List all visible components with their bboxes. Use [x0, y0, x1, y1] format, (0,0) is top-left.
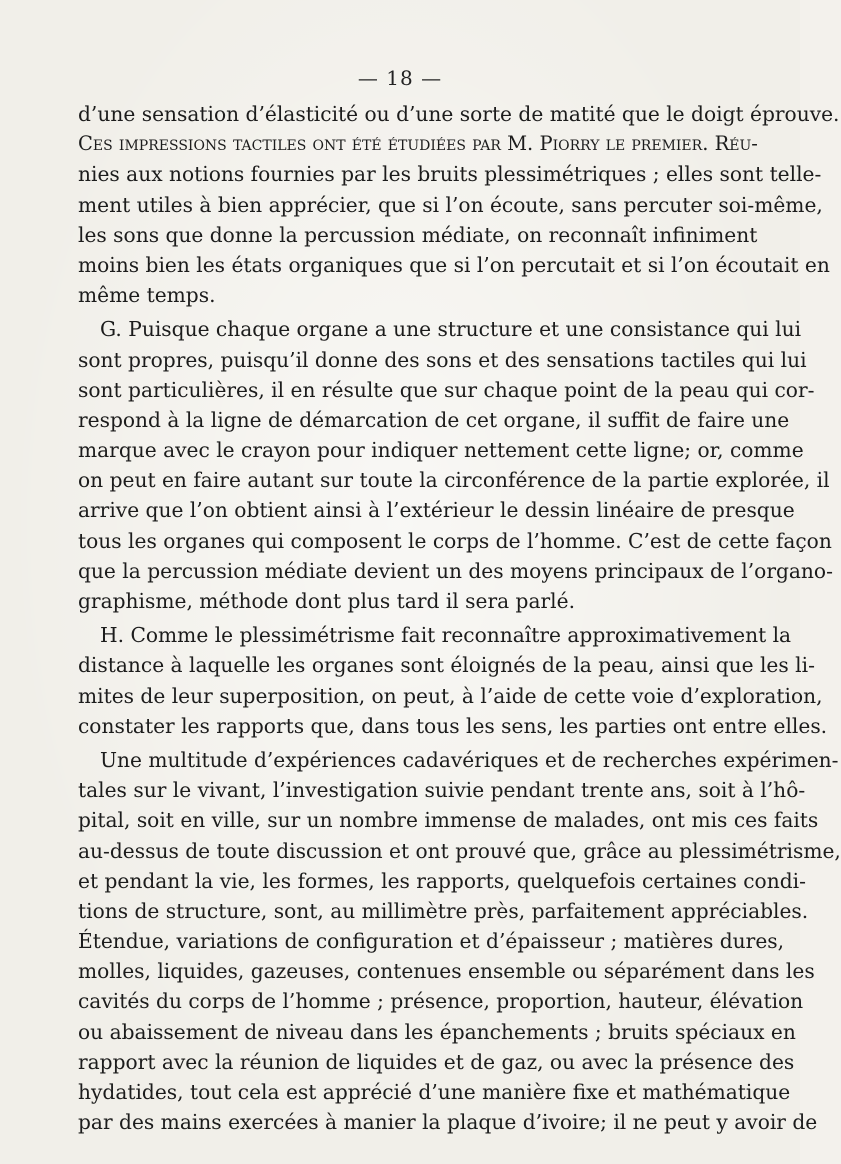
- text-line: graphisme, méthode dont plus tard il sera parlé.: [78, 589, 575, 613]
- page-number: — 18 —: [357, 66, 443, 90]
- text-line: par des mains exercées à manier la plaque d’ivoire; il ne peut y avoir de: [78, 1110, 818, 1135]
- text-line: G. Puisque chaque organe a une structure et une consistance qui lui: [100, 317, 802, 342]
- text-line: mites de leur superposition, on peut, à l’aide de cette voie d’exploration,: [78, 683, 823, 708]
- text-line: hydatides, tout cela est apprécié d’une manière fixe et mathématique: [78, 1080, 791, 1104]
- text-line: tales sur le vivant, l’investigation suivie pendant trente ans, soit à l’hô-: [78, 778, 806, 803]
- text-line: sont particulières, il en résulte que sur chaque point de la peau qui cor-: [78, 377, 815, 402]
- text-line: que la percussion médiate devient un des moyens principaux de l’organo-: [78, 558, 833, 583]
- body-text: [78, 99, 841, 1137]
- text-line: molles, liquides, gazeuses, contenues ensemble ou séparément dans les: [78, 959, 815, 984]
- text-line: tous les organes qui composent le corps de l’homme. C’est de cette façon: [78, 528, 832, 553]
- text-line: et pendant la vie, les formes, les rapports, quelquefois certaines condi-: [78, 868, 806, 893]
- text-line: respond à la ligne de démarcation de cet organe, il suffit de faire une: [78, 407, 790, 432]
- text-line: Une multitude d’expériences cadavériques et de recherches expérimen-: [100, 747, 839, 772]
- text-line: tions de structure, sont, au millimètre près, parfaitement appréciables.: [78, 898, 809, 923]
- text-line: même temps.: [78, 283, 216, 308]
- text-line: marque avec le crayon pour indiquer nettement cette ligne; or, comme: [78, 438, 804, 463]
- text-line: les sons que donne la percussion médiate, on reconnaît infiniment: [78, 222, 758, 247]
- text-line: d’une sensation d’élasticité ou d’une sorte de matité que le doigt éprouve.: [78, 102, 840, 126]
- text-line: H. Comme le plessimétrisme fait reconnaître approximativement la: [100, 623, 792, 648]
- text-line: distance à laquelle les organes sont éloignés de la peau, ainsi que les li-: [78, 653, 815, 678]
- text-line: constater les rapports que, dans tous les sens, les parties ont entre elles.: [78, 713, 828, 738]
- text-line: pital, soit en ville, sur un nombre immense de malades, ont mis ces faits: [78, 808, 819, 833]
- text-line: nies aux notions fournies par les bruits plessimétriques ; elles sont telle-: [78, 162, 822, 187]
- text-line: cavités du corps de l’homme ; présence, proportion, hauteur, élévation: [78, 989, 804, 1014]
- text-line: arrive que l’on obtient ainsi à l’extérieur le dessin linéaire de presque: [78, 498, 795, 523]
- text-line: Étendue, variations de configuration et d’épaisseur ; matières dures,: [78, 929, 785, 954]
- text-line: moins bien les états organiques que si l’on percutait et si l’on écoutait en: [78, 252, 830, 277]
- text-line: Ces impressions tactiles ont été étudiées par M. Piorry le premier. Réu-: [78, 132, 758, 156]
- text-line: on peut en faire autant sur toute la circonférence de la partie explorée, il: [78, 468, 830, 493]
- text-line: ment utiles à bien apprécier, que si l’on écoute, sans percuter soi-même,: [78, 192, 823, 217]
- text-line: sont propres, puisqu’il donne des sons et des sensations tactiles qui lui: [78, 347, 807, 372]
- text-line: ou abaissement de niveau dans les épanchements ; bruits spéciaux en: [78, 1019, 796, 1044]
- text-line: rapport avec la réunion de liquides et de gaz, ou avec la présence des: [78, 1049, 795, 1074]
- text-line: au-dessus de toute discussion et ont prouvé que, grâce au plessimétrisme,: [78, 838, 841, 863]
